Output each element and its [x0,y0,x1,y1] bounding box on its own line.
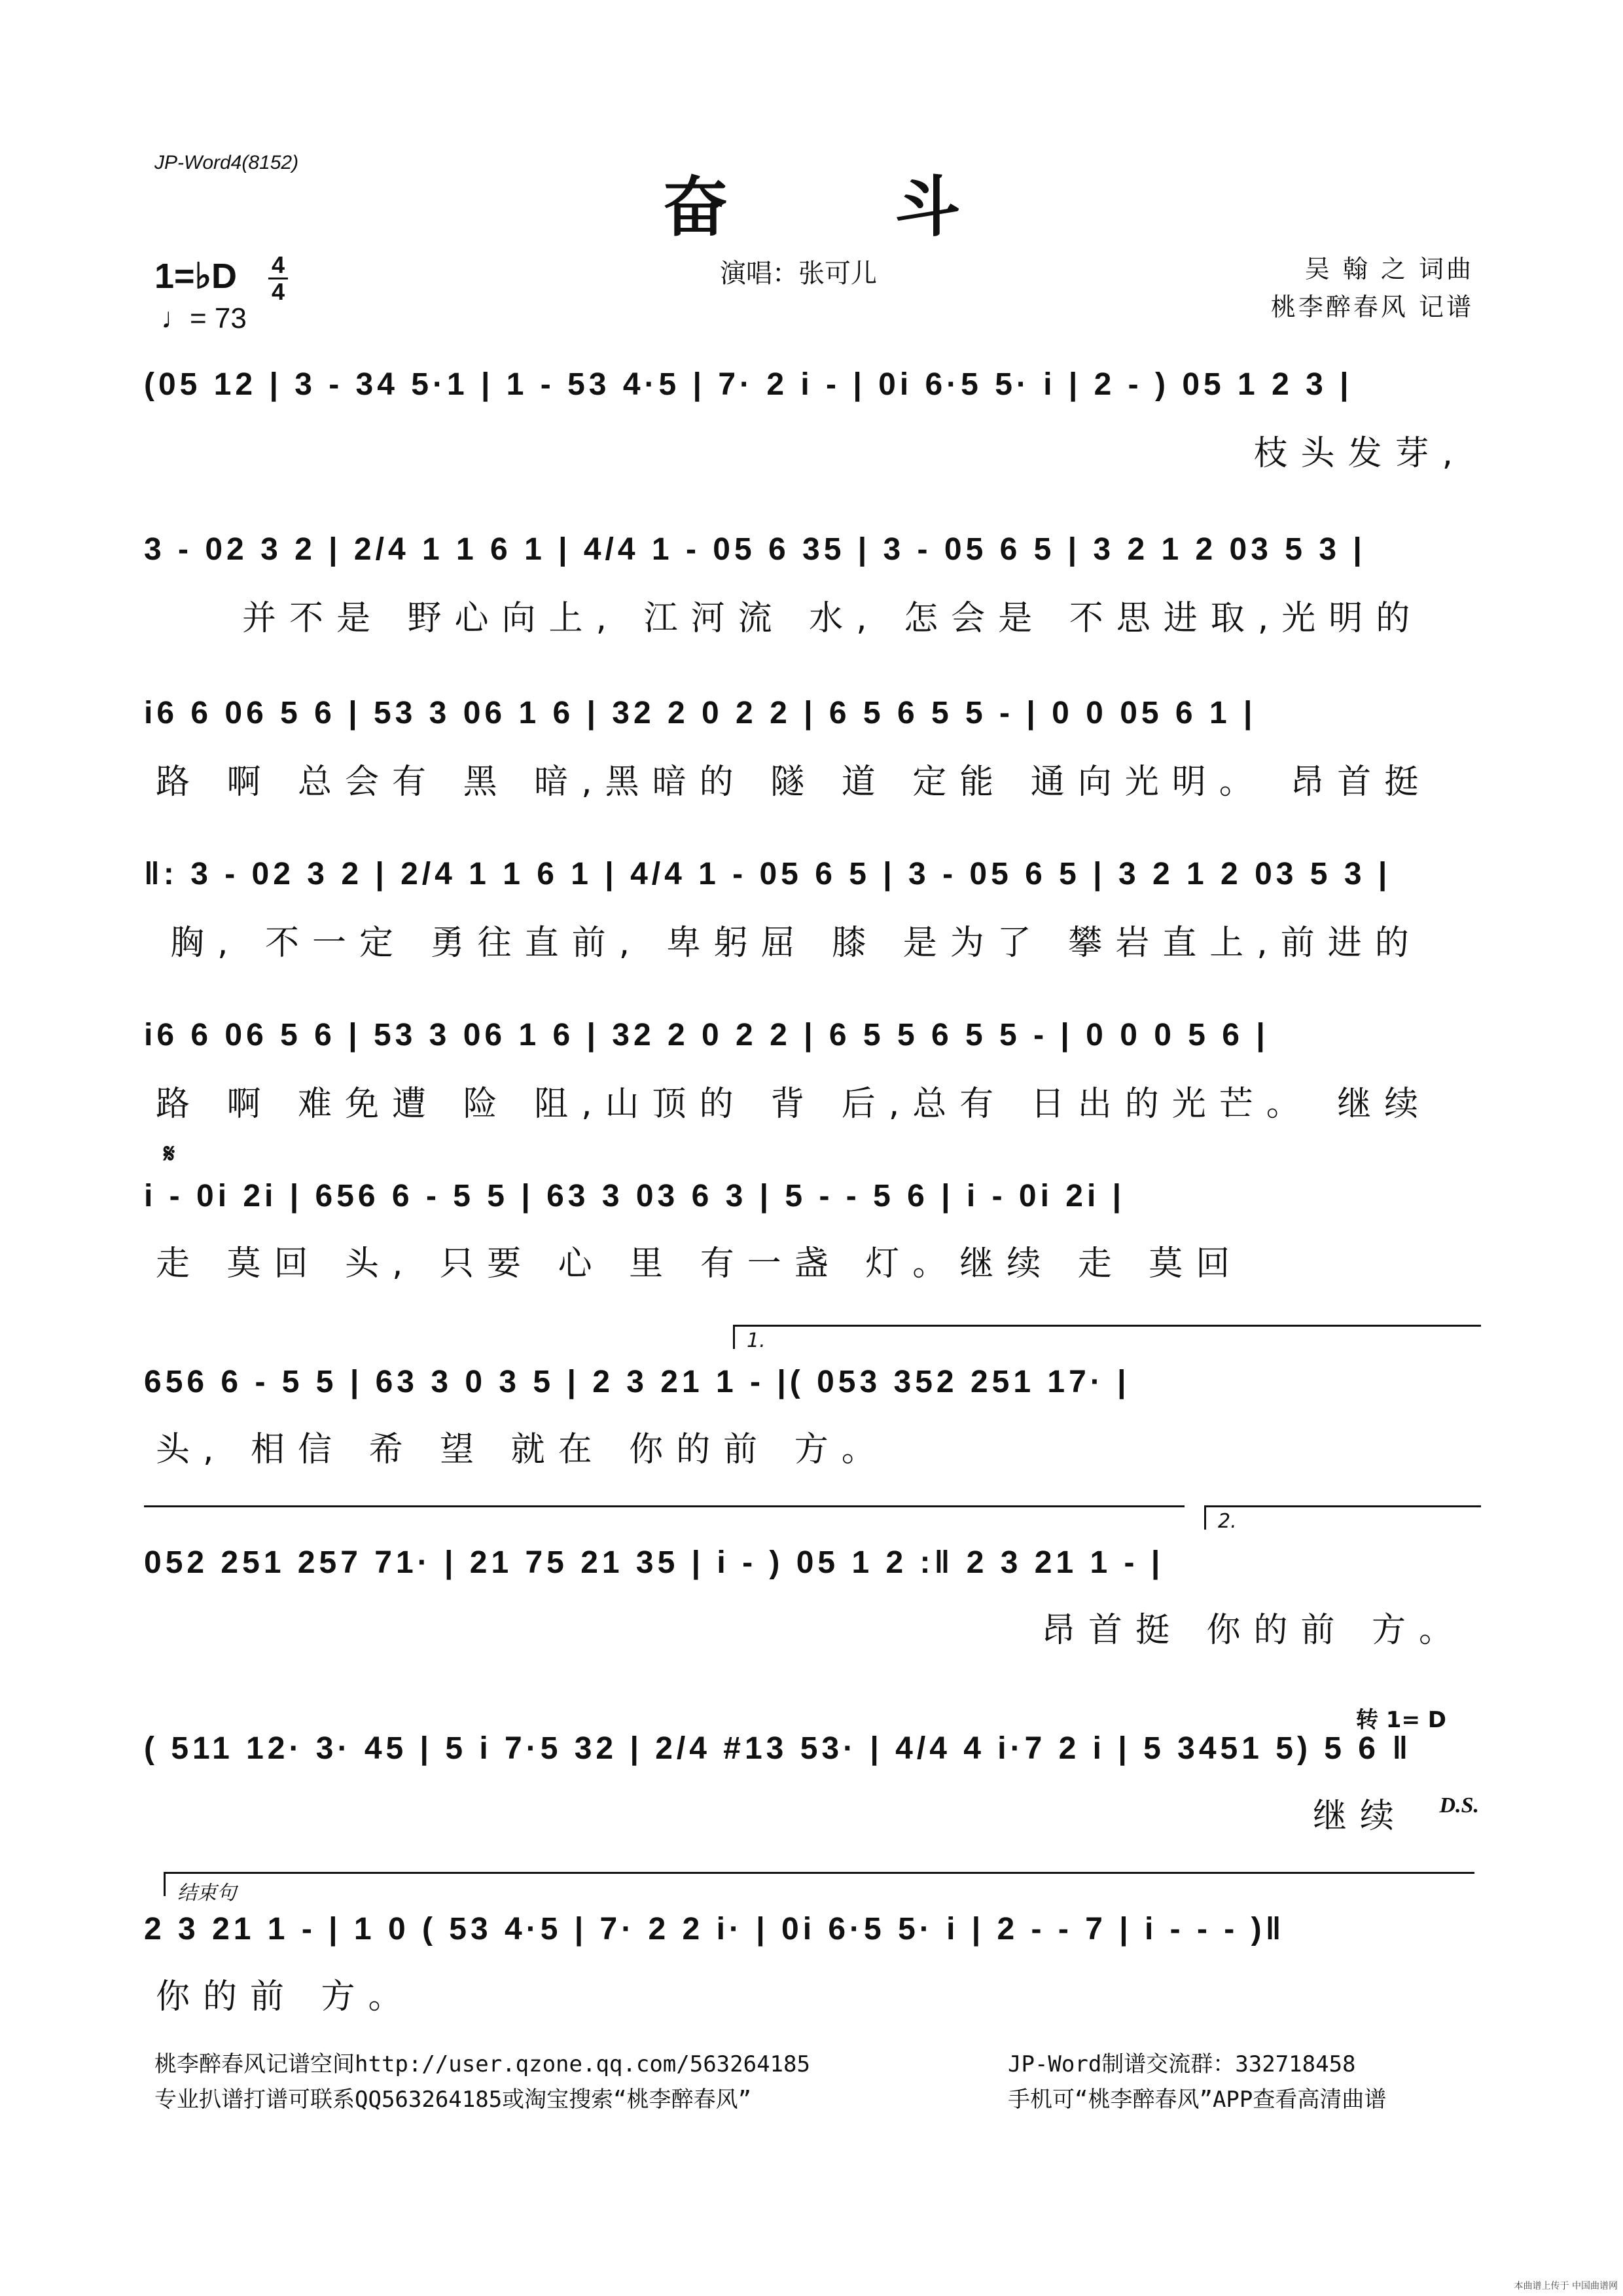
notation-line: 656 6 - 5 5 | 63 3 0 3 5 | 2 3 21 1 - |( 053 352 251 17· | [144,1365,1130,1399]
volta-1-label: 1. [747,1329,766,1352]
lyric-line: 路 啊 总会有 黑 暗,黑暗的 隧 道 定能 通向光明。 昂首挺 [156,762,1432,802]
lyric-line: 继续 [1312,1797,1407,1836]
notation-line: i - 0i 2i | 656 6 - 5 5 | 63 3 03 6 3 | 5 - - 5 6 | i - 0i 2i | [144,1179,1126,1213]
score-system-5 [144,1017,1479,1128]
coda-bracket [164,1872,1474,1905]
footer-contact: 专业扒谱打谱可联系QQ563264185或淘宝搜索“桃李醉春风” [154,2087,752,2113]
lyric-line: 枝头发芽, [1253,434,1466,473]
lyric-line: 头, 相信 希 望 就在 你的前 方。 [156,1430,889,1469]
second-ending-bracket [1204,1505,1481,1533]
singer-credit: 演唱：张可儿 [720,259,877,289]
lyric-line: 走 莫回 头, 只要 心 里 有一盏 灯。继续 走 莫回 [156,1244,1243,1283]
lyric-line: 路 啊 难免遭 险 阻,山顶的 背 后,总有 日出的光芒。 继续 [156,1085,1432,1124]
lyric-line: 你的前 方。 [156,1977,416,2017]
score-system-9 [144,1691,1479,1842]
score-system-10 [144,1872,1479,2022]
lyric-line: 昂首挺 你的前 方。 [1041,1611,1466,1650]
time-denominator: 4 [271,278,285,305]
key-signature: 1=♭D [154,257,238,296]
software-label: JP-Word4(8152) [154,152,299,173]
footer-app-note: 手机可“桃李醉春风”APP查看高清曲谱 [1008,2087,1387,2113]
upload-watermark: 本曲谱上传于 中国曲谱网 [1514,2281,1618,2291]
segno-sign: 𝄋 [164,1139,175,1169]
coda-label: 结束句 [177,1882,236,1905]
volta-2-label: 2. [1218,1510,1237,1533]
score-system-7 [144,1325,1479,1475]
score-system-6 [144,1139,1479,1289]
notation-line: i6 6 06 5 6 | 53 3 06 1 6 | 32 2 0 2 2 | 6 5 5 6 5 5 - | 0 0 0 5 6 | [144,1018,1269,1052]
tempo-marking: ♩= 73 [161,302,247,334]
notation-line: ‖: 3 - 02 3 2 | 2/4 1 1 6 1 | 4/4 1 - 05 6 5 | 3 - 05 6 5 | 3 2 1 2 03 5 3 | [144,857,1391,891]
time-signature [268,251,288,305]
composer-credit: 吴 翰 之 词曲 [1304,255,1474,283]
footer-group: JP-Word制谱交流群：332718458 [1008,2051,1356,2077]
score-system-4 [144,856,1479,967]
first-ending-bracket [733,1325,1481,1352]
score-system-3 [144,695,1479,806]
score-system-1 [144,367,1479,478]
notation-line: (05 12 | 3 - 34 5·1 | 1 - 53 4·5 | 7· 2 i - | 0i 6·5 5· i | 2 - ) 05 1 2 3 | [144,367,1353,402]
notation-line: 3 - 02 3 2 | 2/4 1 1 6 1 | 4/4 1 - 05 6 35 | 3 - 05 6 5 | 3 2 1 2 03 5 3 | [144,532,1366,567]
score-system-8 [144,1505,1479,1656]
notation-line: 2 3 21 1 - | 1 0 ( 53 4·5 | 7· 2 2 i· | 0i 6·5 5· i | 2 - - 7 | i - - - )‖ [144,1912,1285,1946]
notation-line: i6 6 06 5 6 | 53 3 06 1 6 | 32 2 0 2 2 | 6 5 6 5 5 - | 0 0 05 6 1 | [144,696,1257,730]
song-title: 奋 斗 [662,168,1033,245]
notation-line: ( 511 12· 3· 45 | 5 i 7·5 32 | 2/4 #13 53· | 4/4 4 i·7 2 i | 5 3451 5) 5 6 ‖ [144,1731,1412,1766]
transcriber-credit: 桃李醉春风 记谱 [1270,293,1474,321]
key-change-marking: 转 1= D [1355,1707,1446,1733]
score-system-2 [144,531,1479,643]
notation-line: 052 251 257 71· | 21 75 21 35 | i - ) 05 1 2 :‖ 2 3 21 1 - | [144,1545,1164,1580]
lyric-line: 胸, 不一定 勇往直前, 卑躬屈 膝 是为了 攀岩直上,前进的 [170,924,1422,963]
time-numerator: 4 [271,251,285,278]
lyric-line: 并不是 野心向上, 江河流 水, 怎会是 不思进取,光明的 [242,599,1423,638]
dal-segno-marking: D.S. [1439,1793,1479,1818]
first-ending-continuation [144,1505,1185,1530]
footer-website: 桃李醉春风记谱空间http://user.qzone.qq.com/563264185 [154,2051,810,2077]
